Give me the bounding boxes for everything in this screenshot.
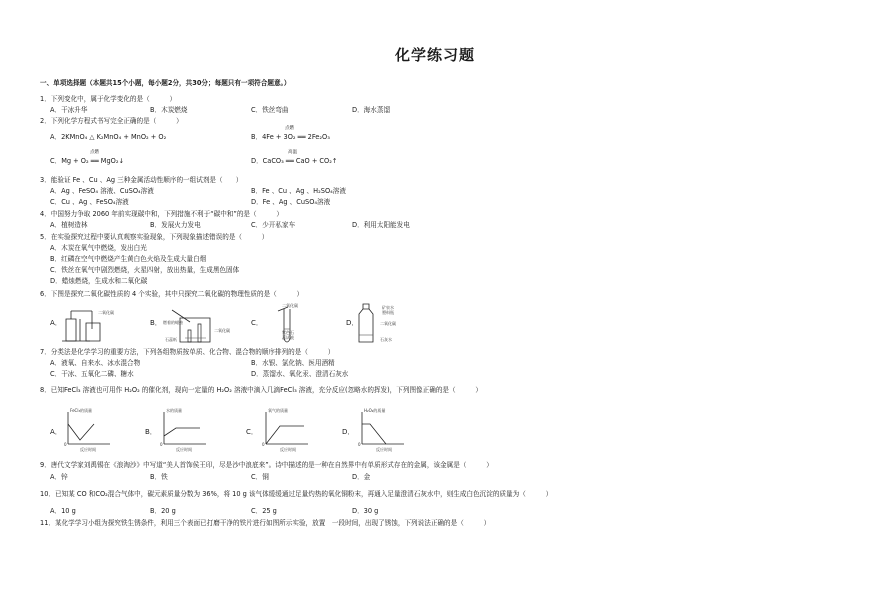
graph-8d-origin: 0 <box>358 442 361 447</box>
graph-8b-origin: 0 <box>160 442 163 447</box>
figure-6d-plastic-bottle <box>355 302 381 346</box>
question-5-option-a: A．木炭在氧气中燃烧，发出白光 <box>50 244 147 252</box>
question-2-b-condition: 点燃 <box>285 126 294 131</box>
graph-8c <box>262 410 312 448</box>
question-3-option-c: C．Cu 、Ag 、FeSO₄溶液 <box>50 198 129 206</box>
question-5-option-d: D．蜡烛燃烧，生成水和二氧化碳 <box>50 277 148 285</box>
question-5-option-c: C．铁丝在氧气中剧烈燃烧，火星四射，放出热量，生成黑色固体 <box>50 266 240 274</box>
question-4-option-c: C．少开私家车 <box>251 221 296 229</box>
graph-8c-ylabel: 氧气的质量 <box>268 408 288 413</box>
graph-8b-xlabel: 反应时间 <box>176 447 192 452</box>
question-8-option-b: B． <box>145 428 157 436</box>
question-2-option-a: A．2KMnO₄ △ K₂MnO₄ + MnO₂ + O₂ <box>50 133 167 141</box>
question-10-option-d: D．30 g <box>352 507 379 515</box>
question-1-option-c: C．铁丝弯曲 <box>251 106 289 114</box>
graph-8a-origin: 0 <box>64 442 67 447</box>
question-9-option-a: A．锌 <box>50 473 68 481</box>
question-4-option-d: D．利用太阳能发电 <box>352 221 410 229</box>
graph-8a <box>64 410 114 448</box>
question-9-option-b: B．铁 <box>150 473 168 481</box>
question-8-option-a: A． <box>50 428 62 436</box>
question-6-stem: 6．下图是探究二氧化碳性质的 4 个实验，其中只探究二氧化碳的物理性质的是（ ） <box>40 290 304 298</box>
figure-6d-caption-gas: 二氧化碳 <box>380 321 396 326</box>
question-2-c-condition: 点燃 <box>90 150 99 155</box>
figure-6c-caption-gas: 二氧化碳 <box>282 303 298 308</box>
question-11-stem: 11．某化学学习小组为探究铁生锈条件，利用三个表面已打磨干净的铁片进行如图所示实验，放置 一段时间，出现了锈蚀，下列说法正确的是（ ） <box>40 519 491 527</box>
question-4-option-a: A．植树造林 <box>50 221 88 229</box>
graph-8c-xlabel: 反应时间 <box>280 447 296 452</box>
question-3-option-a: A．Ag 、FeSO₄ 溶液、CuSO₄溶液 <box>50 187 154 195</box>
question-8-option-c: C． <box>246 428 258 436</box>
figure-6c-test-tube <box>268 303 298 347</box>
question-6-option-c: C． <box>251 319 263 327</box>
question-5-option-b: B．红磷在空气中燃烧产生黄白色火焰及生成大量白烟 <box>50 255 207 263</box>
graph-8a-xlabel: 反应时间 <box>80 447 96 452</box>
question-7-option-a: A．液氧、自来水、冰水混合物 <box>50 359 141 367</box>
question-8-option-d: D． <box>342 428 355 436</box>
question-10-stem: 10．已知某 CO 和CO₂混合气体中，碳元素质量分数为 36%，将 10 g 该气体缓缓通过足量灼热的氧化铜粉末，再通入足量澄清石灰水中，则生成白色沉淀的质量为（ ） <box>40 490 553 498</box>
question-2-d-condition: 高温 <box>288 150 297 155</box>
graph-8a-ylabel: FeCl₃的质量 <box>70 408 93 413</box>
question-3-option-d: D．Fe 、Ag 、CuSO₄溶液 <box>251 198 331 206</box>
question-2-option-c: C．Mg + O₂ ══ MgO₂↓ <box>50 157 124 165</box>
question-7-option-b: B．水银、氯化钠、医用酒精 <box>251 359 335 367</box>
question-7-stem: 7．分类法是化学学习的重要方法，下列各组物质按单质、化合物、混合物的顺序排列的是（ ） <box>40 348 335 356</box>
question-6-option-b: B． <box>150 319 162 327</box>
question-6-option-d: D． <box>346 319 359 327</box>
graph-8d-ylabel: H₂O₂的质量 <box>364 408 386 413</box>
figure-6d-caption-water: 矿泉水 <box>382 305 394 310</box>
figure-6b-caption-gas: 二氧化碳 <box>214 328 230 333</box>
figure-6c-caption-litmus-1: 紫色石 <box>282 330 294 335</box>
question-10-option-c: C．25 g <box>251 507 277 515</box>
question-10-option-b: B．20 g <box>150 507 176 515</box>
question-2-stem: 2．下列化学方程式书写完全正确的是（ ） <box>40 117 183 125</box>
figure-6b-caption-paper: 石蕊纸 <box>165 337 177 342</box>
figure-6a-caption: 二氧化碳 <box>98 310 114 315</box>
question-7-option-d: D．蒸馏水、氧化汞、澄清石灰水 <box>251 370 349 378</box>
question-3-stem: 3．能验证 Fe 、Cu 、Ag 三种金属活动性顺序的一组试剂是（ ） <box>40 176 243 184</box>
question-1-stem: 1．下列变化中，属于化学变化的是（ ） <box>40 95 177 103</box>
question-2-option-d: D．CaCO₃ ══ CaO + CO₂↑ <box>251 157 338 165</box>
question-8-stem: 8．已知FeCl₃ 溶液也可用作 H₂O₂ 的催化剂，现向一定量的 H₂O₂ 溶液中滴入几滴FeCl₃ 溶液，充分反应(忽略水的挥发)，下列图像正确的是（ ） <box>40 386 482 394</box>
graph-8d <box>358 410 408 448</box>
graph-8d-xlabel: 反应时间 <box>376 447 392 452</box>
question-1-option-b: B．木炭燃烧 <box>150 106 188 114</box>
question-1-option-d: D．海水蒸馏 <box>352 106 391 114</box>
figure-6b-caption-candle: 燃着的蜡烛 <box>163 320 183 325</box>
question-7-option-c: C．干冰、五氧化二磷、糖水 <box>50 370 134 378</box>
page-title: 化学练习题 <box>394 46 475 64</box>
question-9-option-d: D．金 <box>352 473 371 481</box>
figure-6d-caption-limewater: 石灰水 <box>380 337 392 342</box>
figure-6d-caption-bottle: 塑料瓶 <box>382 310 394 315</box>
section-heading: 一、单项选择题（本题共15个小题，每小题2分，共30分；每题只有一项符合题意。） <box>40 79 291 87</box>
question-1-option-a: A．干冰升华 <box>50 106 88 114</box>
question-5-stem: 5．在实验探究过程中要认真观察实验现象，下列现象描述错误的是（ ） <box>40 233 269 241</box>
graph-8b <box>160 410 210 448</box>
question-4-stem: 4．中国努力争取 2060 年前实现碳中和，下列措施不利于“碳中和”的是（ ） <box>40 210 283 218</box>
question-6-option-a: A． <box>50 319 62 327</box>
question-2-option-b: B．4Fe + 3O₂ ══ 2Fe₂O₃ <box>251 133 330 141</box>
figure-6c-caption-litmus-2: 蕊试液 <box>282 335 294 340</box>
question-4-option-b: B．发展火力发电 <box>150 221 201 229</box>
graph-8c-origin: 0 <box>262 442 265 447</box>
question-3-option-b: B．Fe 、Cu 、Ag 、H₂SO₄溶液 <box>251 187 346 195</box>
graph-8b-ylabel: 水的质量 <box>166 408 182 413</box>
question-9-stem: 9．唐代文学家刘禹锡在《浪淘沙》中写道“美人首饰侯王印，尽是沙中浪底来”。诗中描述的是一种在自然界中有单质形式存在的金属，该金属是（ ） <box>40 461 493 469</box>
question-9-option-c: C．铜 <box>251 473 269 481</box>
question-10-option-a: A．10 g <box>50 507 76 515</box>
